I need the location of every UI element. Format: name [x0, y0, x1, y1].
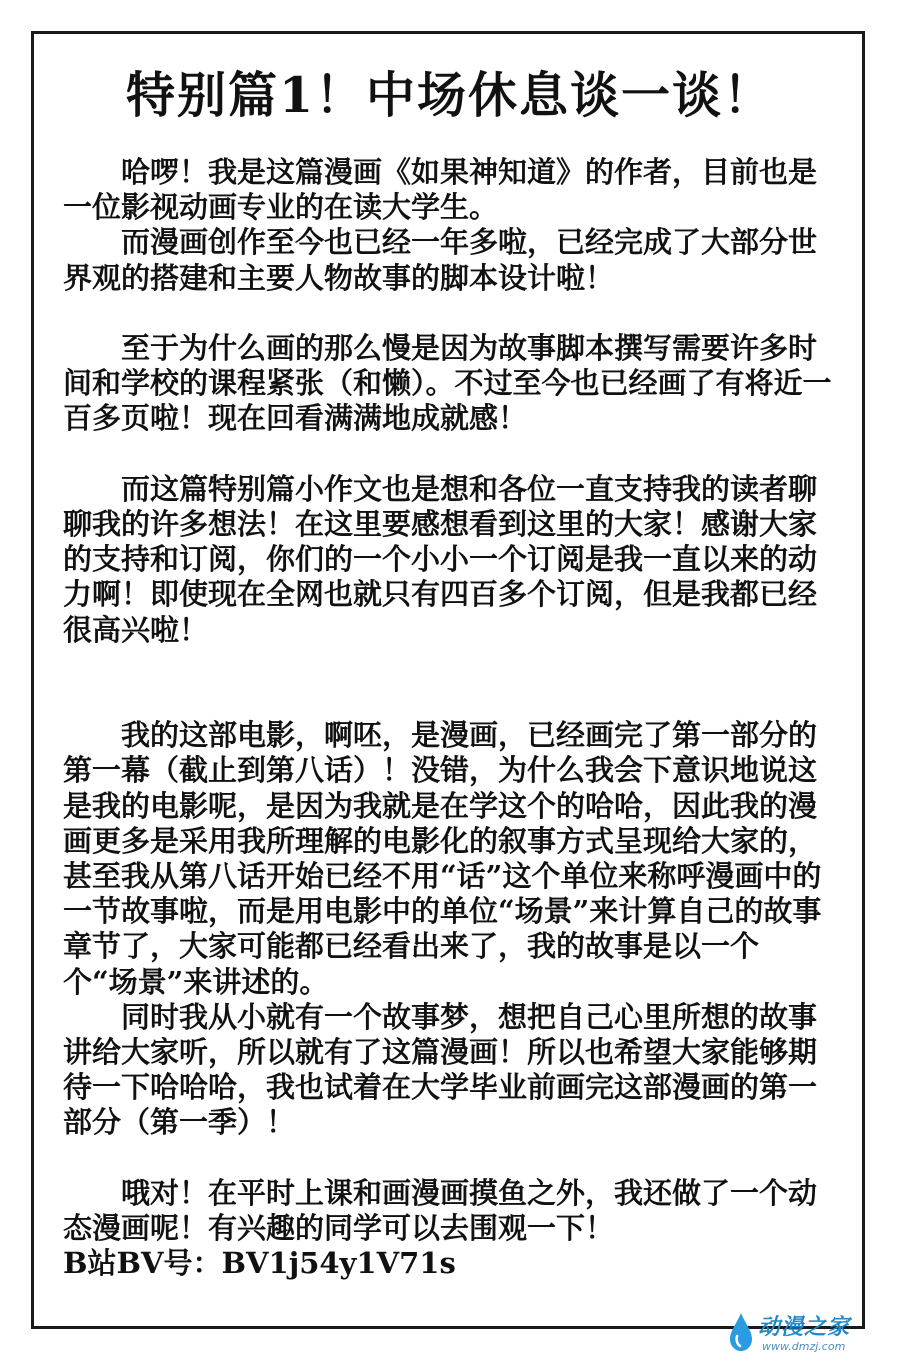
paragraph-thanks: 而这篇特别篇小作文也是想和各位一直支持我的读者聊聊我的许多想法！在这里要感想看到这里的大家！感谢大家的支持和订阅，你们的一个小小一个订阅是我一直以来的动力啊！即使现在全网也就只有四百多个订阅，但是我都已经很高兴啦！	[63, 471, 818, 647]
paragraph-spacer	[63, 296, 833, 331]
watermark-site-name: 动漫之家	[758, 1315, 851, 1340]
paragraph-dream: 同时我从小就有一个故事梦，想把自己心里所想的故事讲给大家听，所以就有了这篇漫画！所以也希望大家能够期待一下哈哈哈，我也试着在大学毕业前画完这部漫画的第一部分（第一季）！	[63, 999, 818, 1140]
bilibili-bv-line: B站BV号：BV1j54y1V71s	[63, 1246, 456, 1281]
paragraph-spacer	[63, 437, 833, 472]
paragraph-intro: 哈啰！我是这篇漫画《如果神知道》的作者，目前也是一位影视动画专业的在读大学生。	[63, 155, 818, 225]
article-body	[63, 155, 833, 1281]
page-title: 特别篇1！中场休息谈一谈！	[125, 66, 775, 124]
paragraph-spacer	[63, 648, 833, 718]
watermark-url: www.dmzj.com	[762, 1340, 846, 1353]
paragraph-slow-reason: 至于为什么画的那么慢是因为故事脚本撰写需要许多时间和学校的课程紧张（和懒）。不过至今也已经画了有将近一百多页啦！现在回看满满地成就感！	[63, 331, 832, 436]
paragraph-spacer	[63, 1141, 833, 1176]
water-drop-icon	[728, 1312, 754, 1352]
paragraph-animation: 哦对！在平时上课和画漫画摸鱼之外，我还做了一个动态漫画呢！有兴趣的同学可以去围观一下！	[63, 1175, 818, 1246]
site-watermark	[728, 1310, 888, 1358]
paragraph-progress: 而漫画创作至今也已经一年多啦，已经完成了大部分世界观的搭建和主要人物故事的脚本设计啦！	[63, 225, 818, 295]
paragraph-film: 我的这部电影，啊呸，是漫画，已经画完了第一部分的第一幕（截止到第八话）！没错，为什么我会下意识地说这是我的电影呢，是因为我就是在学这个的哈哈，因此我的漫画更多是采用我所理解的电影化的叙事方式呈现给大家的，甚至我从第八话开始已经不用“话”这个单位来称呼漫画中的一节故事啦，而是用电影中的单位“场景”来计算自己的故事章节了，大家可能都已经看出来了，我的故事是以一个个“场景”来讲述的。	[63, 718, 822, 999]
